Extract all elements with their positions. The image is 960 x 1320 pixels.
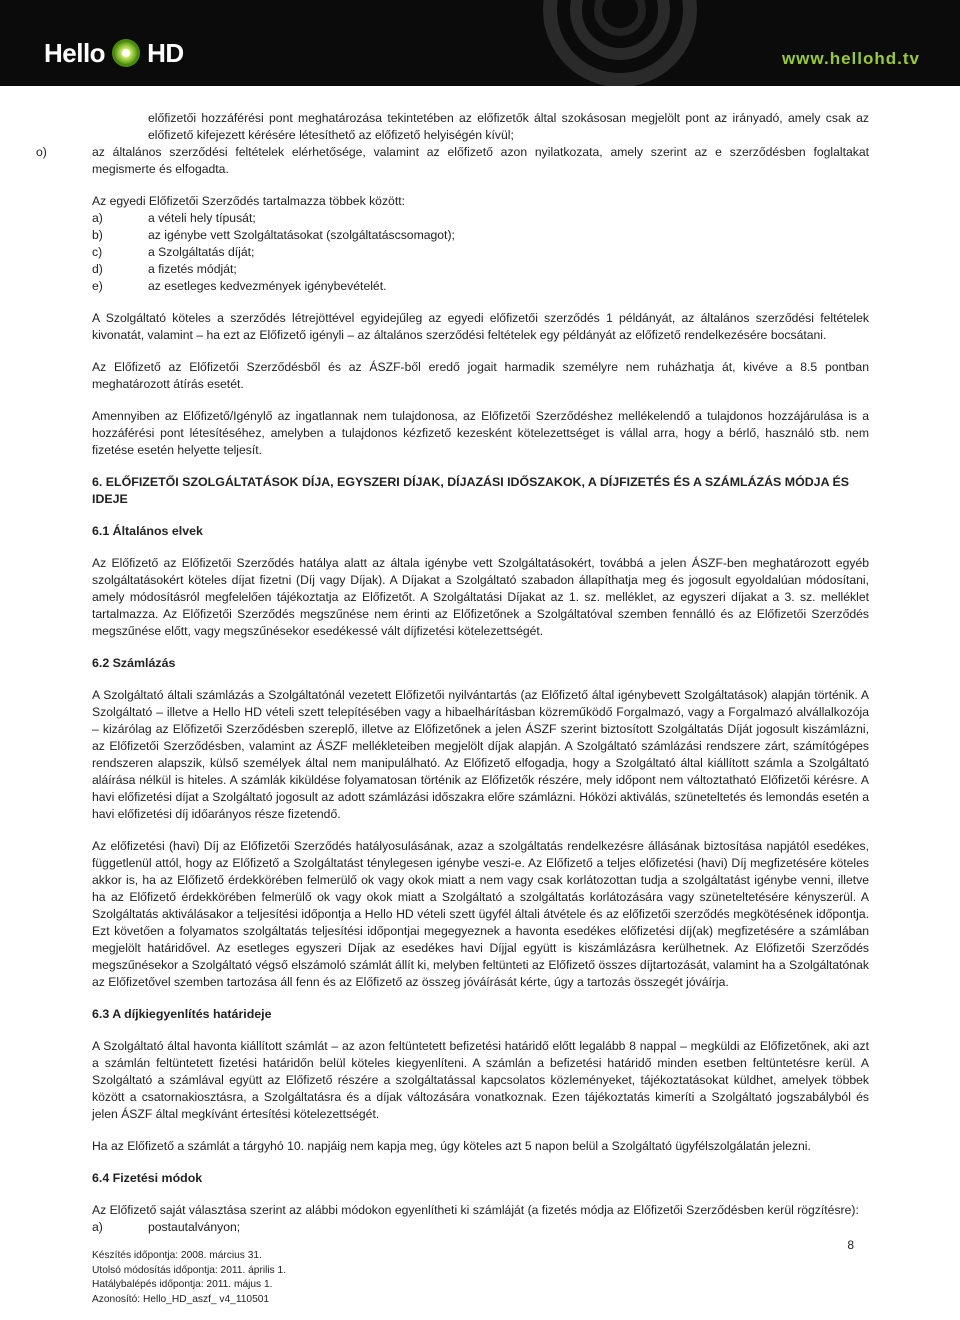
footer-effective: Hatálybalépés időpontja: 2011. május 1. xyxy=(92,1279,273,1290)
logo-text-right: HD xyxy=(147,37,184,68)
footer-identifier: Azonosító: Hello_HD_aszf_ v4_110501 xyxy=(92,1293,270,1305)
contents-list xyxy=(92,210,869,295)
list-item-label: o) xyxy=(36,145,47,159)
list-item-label: c) xyxy=(92,245,103,259)
list-item xyxy=(92,1219,869,1236)
list-item-label: b) xyxy=(92,228,103,242)
paragraph: Az Előfizető az Előfizetői Szerződésből és az ÁSZF-ből eredő jogait harmadik személyre nem ruházhatja át, kivéve a 8.5 pontban meghatározott átírás esetét. xyxy=(92,360,869,391)
list-item xyxy=(92,278,869,295)
document-footer xyxy=(92,1249,286,1307)
subsection-heading: 6.3 A díjkiegyenlítés határideje xyxy=(92,1007,272,1021)
list-item-label: a) xyxy=(92,1220,103,1234)
subsection-heading: 6.4 Fizetési módok xyxy=(92,1171,203,1185)
list-item-text: a Szolgáltatás díját; xyxy=(148,245,255,259)
paragraph: Ha az Előfizető a számlát a tárgyhó 10. napjáig nem kapja meg, úgy köteles azt 5 napon belül a Szolgáltató ügyfélszolgálatán jelezni. xyxy=(92,1139,811,1153)
list-item-o xyxy=(36,144,869,178)
subsection-heading: 6.1 Általános elvek xyxy=(92,524,203,538)
list-intro: Az egyedi Előfizetői Szerződés tartalmazza többek között: xyxy=(92,194,405,208)
page-header xyxy=(0,0,960,86)
paragraph: Amennyiben az Előfizető/Igénylő az ingatlannak nem tulajdonosa, az Előfizetői Szerződéshez mellékelendő a tulajdonos hozzájárulása is a hozzáférési pont létesítéséhez, amelyben a tulajdonos kézfizető kezesként kötelezettséget is vállal arra, hogy a bérlő, használó stb. nem fizetése esetén helyette teljesít. xyxy=(92,409,869,457)
document-body xyxy=(36,110,869,1236)
list-item-text: a fizetés módját; xyxy=(148,262,237,276)
footer-created: Készítés időpontja: 2008. március 31. xyxy=(92,1250,262,1261)
subsection-heading: 6.2 Számlázás xyxy=(92,656,176,670)
list-item xyxy=(92,244,869,261)
list-item-text: az esetleges kedvezmények igénybevételét. xyxy=(148,279,387,293)
list-item xyxy=(92,261,869,278)
hellohd-logo xyxy=(44,36,184,70)
paragraph: Az Előfizető saját választása szerint az alábbi módokon egyenlítheti ki számláját (a fizetés módja az Előfizetői Szerződésben kerül rögzítésre): xyxy=(92,1203,859,1217)
paragraph: A Szolgáltató köteles a szerződés létrejöttével egyidejűleg az egyedi előfizetői szerződés 1 példányát, az általános szerződési feltételek kivonatát, valamint – ha ezt az Előfizető igényli – az általános szerződési feltételek egy példányát az előfizető rendelkezésére bocsátani. xyxy=(92,311,869,342)
continued-list-text: előfizetői hozzáférési pont meghatározása tekintetében az előfizetők által szokásosan megjelölt pont az irányadó, amely csak az előfizető kifejezett kérésére létesíthető az előfizető helyiségén kívül; xyxy=(148,111,869,142)
list-item-text: az általános szerződési feltételek elérhetősége, valamint az előfizető azon nyilatkozata, amely szerint az e szerződésben foglaltakat megismerte és elfogadta. xyxy=(92,145,869,176)
page-number: 8 xyxy=(847,1238,854,1252)
paragraph: A Szolgáltató általi számlázás a Szolgáltatónál vezetett Előfizetői nyilvántartás (az Előfizető által igénybevett Szolgáltatások) alapján történik. A Szolgáltató – illetve a Hello HD vételi szett telepítésében vagy a hibaelhárításban közreműködő Forgalmazó, vagy a Forgalmazó alvállalkozója – kizárólag az Előfizetői Szerződésben szereplő, illetve az Előfizetőnek a jelen ÁSZF szerint biztosított Szolgáltatás Díját jogosult kiszámlázni, az Előfizetői Szerződésben, valamint az ÁSZF mellékleteiben megjelölt díjak alapján. A Szolgáltató számlázási rendszere zárt, számítógépes rendszeren alapszik, külső személyek által nem manipulálható. Az Előfizető elfogadja, hogy a Szolgáltató által kiállított számla a Szolgáltató aláírása nélkül is hiteles. A számlák kiküldése folyamatosan történik az Előfizetők részére, mely időpont nem változtatható Előfizetői kérésre. A havi előfizetési díjat a Szolgáltató jogosult az adott számlázási időszakra előre számlázni. Hóközi aktiválás, szüneteltetés és lemondás esetén a havi előfizetési díj időarányos része fizetendő. xyxy=(92,688,869,821)
logo-text-left: Hello xyxy=(44,37,106,68)
list-item-text: postautalványon; xyxy=(148,1220,241,1234)
paragraph: Az előfizetési (havi) Díj az Előfizetői Szerződés hatályosulásának, azaz a szolgáltatás rendelkezésre állásának biztosítása napjától esedékes, függetlenül attól, hogy az Előfizető a Szolgáltatást ténylegesen igénybe veszi-e. Az Előfizető a teljes előfizetési (havi) Díj megfizetésére köteles akkor is, ha az Előfizető érdekkörében felmerülő ok vagy okok miatt a nem vagy csak korlátozottan tudja a szolgáltatást igénybe venni, illetve ha az Előfizető érdekkörében felmerülő ok vagy okok miatt a Szolgáltató a szolgáltatás korlátozására vagy szüneteltetésére kényszerül. A Szolgáltatás aktiválásakor a teljesítési időpontja a Hello HD vételi szett ügyfél általi átvétele és az előfizetői szerződés megkötésének időpontja. Ezt követően a folyamatos szolgáltatás teljesítési időpontjai megegyeznek a havonta esedékes előfizetési díj(ak) megfizetésére a számlában megjelölt határidővel. Az esetleges egyszeri Díjak az esedékes havi Díjjal együtt is kiszámlázásra kerülhetnek. Az Előfizetői Szerződés megszűnésekor a Szolgáltató végső elszámoló számlát állít ki, melyben feltünteti az Előfizető összes díjtartozását, valamint ha a Szolgáltatónak az Előfizetővel szemben tartozása áll fenn és az Előfizető az összeg jóváírását kérte, úgy a tartozás összegét jóváírja. xyxy=(92,839,869,989)
list-item-label: e) xyxy=(92,279,103,293)
list-item xyxy=(92,227,869,244)
logo-orb-icon xyxy=(111,38,141,68)
paragraph: Az Előfizető az Előfizetői Szerződés hatálya alatt az általa igénybe vett Szolgáltatásokért, továbbá a jelen ÁSZF-ben meghatározott egyéb szolgáltatásokért köteles díjat fizetni (Díj vagy Díjak). A Díjakat a Szolgáltató szabadon állapíthatja meg és jogosult egyoldalúan módosítani, amely módosításról megfelelően tájékoztatja az Előfizetőt. A Szolgáltatási Díjakat az 1. sz. melléklet, az egyszeri díjakat a 3. sz. melléklet tartalmazza. Az Előfizetői Szerződés megszűnése nem érinti az Előfizetőnek a Szolgáltatóval szemben fennálló és az Előfizetői Szerződés megszűnése előtt, vagy megszűnésekor esedékessé vált díjfizetési kötelezettségét. xyxy=(92,556,869,638)
paragraph: A Szolgáltató által havonta kiállított számlát – az azon feltüntetett befizetési határidő előtt legalább 8 nappal – megküldi az Előfizetőnek, aki azt a számlán feltüntetett fizetési határidőn belül köteles kiegyenlíteni. A számlán a befizetési határidő minden esetben feltüntetésre kerül. A Szolgáltató a számlával együtt az Előfizető részére a szolgáltatással kapcsolatos közleményeket, tájékoztatásokat küldhet, amelyek többek között a csatornakiosztásra, a Szolgáltatásra és a díjak változására vonatkoznak. Ezen tájékoztatás kimeríti a Szolgáltató jogszabályból és jelen ÁSZF által megkívánt értesítési kötelezettségét. xyxy=(92,1039,869,1121)
footer-modified: Utolsó módosítás időpontja: 2011. április 1. xyxy=(92,1264,287,1276)
list-item-label: a) xyxy=(92,211,103,225)
list-item-text: a vételi hely típusát; xyxy=(148,211,256,225)
decorative-rings-icon xyxy=(540,0,700,86)
list-item-text: az igénybe vett Szolgáltatásokat (szolgáltatáscsomagot); xyxy=(148,228,455,242)
website-url[interactable]: www.hellohd.tv xyxy=(781,49,920,68)
section-heading: 6. ELŐFIZETŐI SZOLGÁLTATÁSOK DÍJA, EGYSZERI DÍJAK, DÍJAZÁSI IDŐSZAKOK, A DÍJFIZETÉS ÉS A SZÁMLÁZÁS MÓDJA ÉS IDEJE xyxy=(92,475,850,506)
list-item xyxy=(92,210,869,227)
list-item-label: d) xyxy=(92,262,103,276)
